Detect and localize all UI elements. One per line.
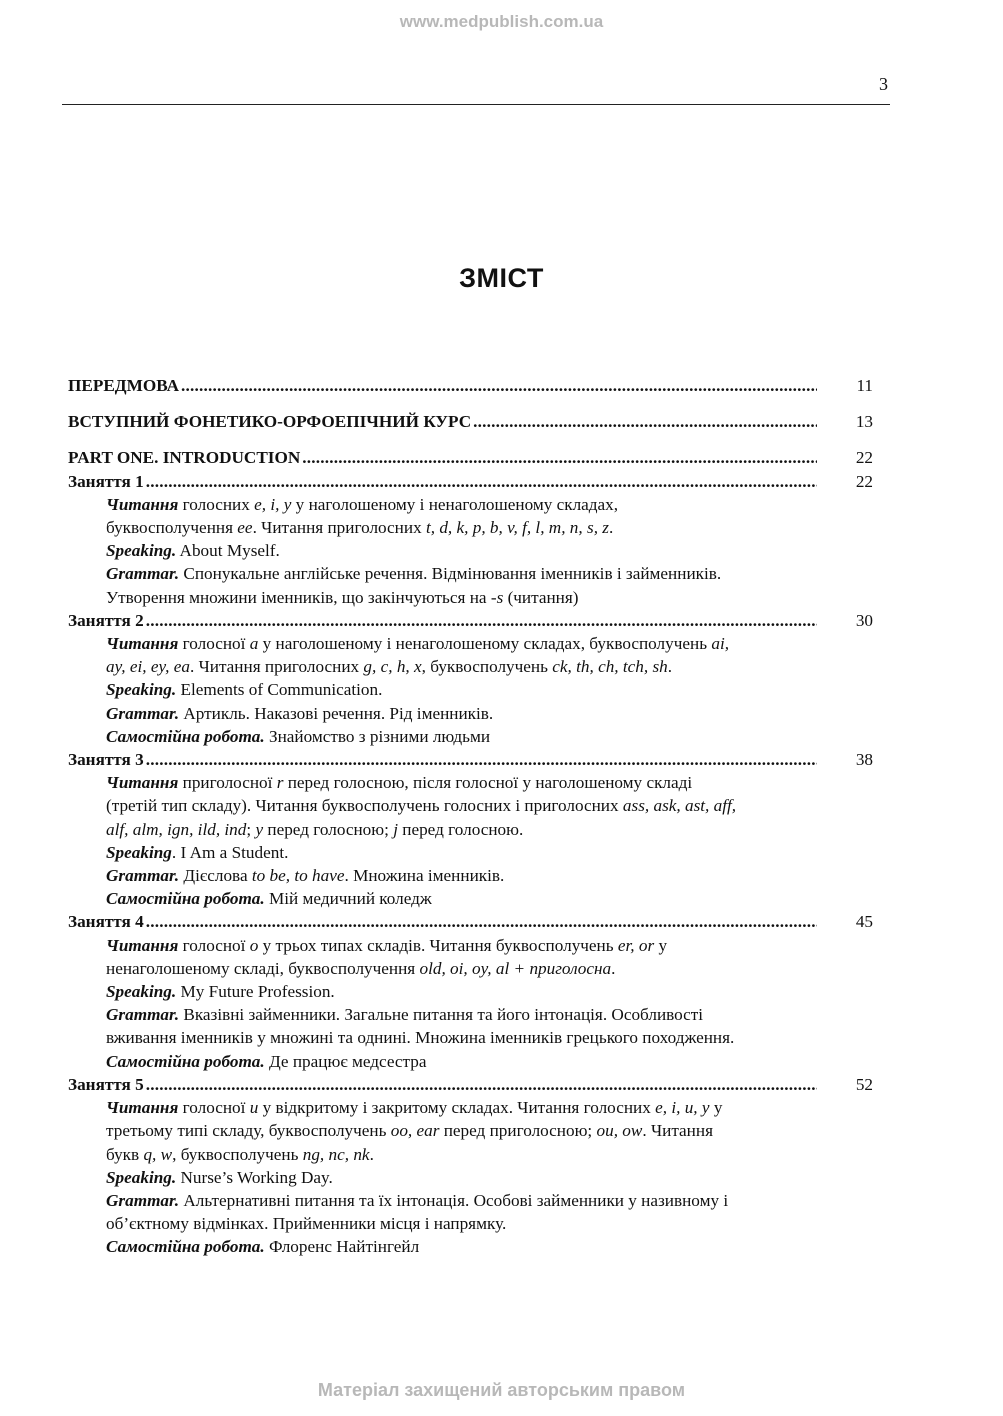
topic-heading: Grammar. [106,703,180,723]
topic-line [106,1119,833,1142]
lessons-list [68,470,873,1259]
lesson-topics [68,934,873,1073]
topic-text: . Читання приголосних [190,657,364,677]
topic-text: Elements of Communication. [176,680,383,700]
topic-heading: Самостійна робота. [106,1237,265,1257]
toc-entry-page: 45 [855,912,873,932]
topic-line [106,771,833,794]
topic-heading: Самостійна робота. [106,726,265,746]
topic-text: у трьох типах складів. Читання буквосполучень [258,935,618,955]
topic-heading: Grammar. [106,1005,180,1025]
topic-line [106,818,833,841]
toc-entry-label: ПЕРЕДМОВА [68,376,180,395]
topic-heading: Speaking. [106,680,177,700]
toc-entry-page: 52 [855,1074,873,1094]
topic-line [106,655,833,678]
dot-leader [302,446,817,469]
topic-text: у [654,935,668,955]
toc-entry-label: Заняття 2 [68,610,144,630]
topic-text: . [611,958,616,978]
topic-heading: Читання [106,494,179,514]
watermark-bottom: Матеріал захищений авторським правом [317,1380,686,1400]
topic-text: у [709,1098,723,1118]
topic-text: у наголошеному і ненаголошеному складах, буквосполучень [258,634,712,654]
toc-entry-label: Заняття 4 [68,912,144,932]
topic-italic: to be, to have [251,866,345,886]
lesson-topics [68,1096,873,1258]
topic-italic: a [249,634,259,654]
topic-text: Артикль. Наказові речення. Рід іменників. [179,703,494,723]
lesson-topics [68,632,873,748]
topic-text: (читання) [503,587,579,607]
topic-heading: Speaking. [106,1167,177,1187]
topic-italic: ck, th, ch, tch, sh [552,657,668,677]
topic-italic: q, w [143,1144,173,1164]
topic-line [106,794,833,817]
topic-text: . [369,1144,374,1164]
topic-italic: ee [237,518,253,538]
topic-text: перед голосною, після голосної у наголошеному складі [283,773,693,793]
topic-italic: e, i, u, y [655,1098,710,1118]
topic-heading: Самостійна робота. [106,1051,265,1071]
toc-entry-page: 38 [855,750,873,770]
toc-entry-intro-course[interactable] [68,410,873,433]
topic-line [106,1143,833,1166]
topic-heading: Grammar. [106,1190,180,1210]
lesson-topics [68,771,873,910]
topic-line [106,1026,833,1049]
dot-leader [146,609,817,632]
topic-text: ненаголошеному складі, буквосполучення [106,958,420,978]
toc-entry-preface[interactable] [68,374,873,397]
toc-entry-lesson-4[interactable] [68,910,873,933]
topic-text: об’єктному відмінках. Прийменники місця і напрямку. [106,1214,507,1234]
topic-italic: ay, ei, ey, ea [106,657,190,677]
toc-entry-label: PART ONE. INTRODUCTION [68,448,301,468]
topic-italic: ai, [711,634,730,654]
topic-text: голосних [178,494,255,514]
topic-text: вживання іменників у множині та однині. Множина іменників грецького походження. [106,1028,735,1048]
topic-text: Альтернативні питання та їх інтонація. Особові займенники у називному і [179,1190,729,1210]
topic-line [106,725,833,748]
topic-line [106,1235,833,1258]
topic-italic: e, i, y [254,494,292,514]
toc-entry-page: 13 [855,412,873,432]
topic-italic: ou, ow [596,1121,643,1141]
topic-text: . [667,657,673,677]
dot-leader [146,470,817,493]
topic-text: Де працює медсестра [264,1051,427,1071]
topic-text: голосної [178,634,250,654]
topic-text: у відкритому і закритому складах. Читання голосних [258,1098,656,1118]
topic-italic: ng, nc, nk [302,1144,370,1164]
topic-line [106,632,833,655]
table-of-contents [68,374,873,1259]
topic-heading: Читання [106,935,179,955]
topic-text: перед приголосною; [439,1121,597,1141]
topic-italic: ass, ask, ast, aff, [622,796,737,816]
header-rule [62,104,890,105]
toc-entry-lesson-5[interactable] [68,1073,873,1096]
topic-line [106,1050,833,1073]
toc-entry-label: ВСТУПНИЙ ФОНЕТИКО-ОРФОЕПІЧНИЙ КУРС [68,412,472,432]
topic-italic: y [255,819,264,839]
topic-text: приголосної [178,773,277,793]
topic-line [106,1166,833,1189]
dot-leader [181,374,817,397]
topic-line [106,887,833,910]
toc-entry-label: Заняття 3 [68,750,144,770]
toc-entry-label: Заняття 1 [68,471,144,491]
topic-text: About Myself. [176,541,280,561]
toc-entry-page: 11 [856,376,873,395]
topic-text: Флоренс Найтінгейл [264,1237,420,1257]
topic-text: голосної [178,935,250,955]
topic-italic: old, oi, oy, al + приголосна [419,958,612,978]
toc-entry-part-one[interactable] [68,446,873,469]
page-title: ЗМІСТ [459,263,544,293]
topic-line [106,864,833,887]
topic-line [106,957,833,980]
topic-text: Мій медичний коледж [264,889,432,909]
topic-text: перед голосною; [263,819,394,839]
toc-entry-page: 22 [855,448,873,468]
topic-text: Вказівні займенники. Загальне питання та його інтонація. Особливості [179,1005,704,1025]
topic-text: . Читання [642,1121,713,1141]
topic-text: Знайомство з різними людьми [264,726,491,746]
topic-text: , буквосполучень [172,1144,303,1164]
topic-italic: j [393,819,398,839]
topic-heading: Speaking. [106,982,177,1002]
topic-line [106,934,833,957]
topic-text: буквосполучення [106,518,238,538]
topic-text: (третій тип складу). Читання буквосполучень голосних і приголосних [106,796,623,816]
topic-line [106,980,833,1003]
lesson-topics [68,493,873,609]
toc-entry-page: 30 [855,610,873,630]
topic-italic: oo, ear [390,1121,440,1141]
topic-text: голосної [178,1098,250,1118]
topic-text: Nurse’s Working Day. [176,1167,333,1187]
topic-heading: Grammar. [106,564,180,584]
topic-text: . I Am a Student. [171,842,289,862]
topic-italic: t, d, k, p, b, v, f, l, m, n, s, z [425,518,609,538]
dot-leader [146,1073,817,1096]
topic-line [106,678,833,701]
toc-entry-lesson-3[interactable] [68,748,873,771]
topic-line [106,841,833,864]
topic-line [106,1189,833,1212]
dot-leader [146,748,817,771]
topic-text: перед голосною. [397,819,524,839]
topic-italic: g, c, h, x [363,657,422,677]
toc-entry-lesson-2[interactable] [68,609,873,632]
topic-text: Дієслова [179,866,252,886]
topic-line [106,539,833,562]
topic-line [106,586,833,609]
topic-text: у наголошеному і ненаголошеному складах, [291,494,619,514]
topic-heading: Читання [106,773,179,793]
topic-line [106,493,833,516]
topic-text: Спонукальне англійське речення. Відмінювання іменників і займенників. [179,564,722,584]
topic-line [106,1212,833,1235]
topic-italic: r [276,773,284,793]
topic-line [106,562,833,585]
toc-entry-page: 22 [855,471,873,491]
topic-text: букв [106,1144,144,1164]
topic-heading: Speaking [106,842,172,862]
toc-entry-label: Заняття 5 [68,1074,144,1094]
topic-text: третьому типі складу, буквосполучень [106,1121,391,1141]
topic-italic: o [249,935,259,955]
topic-line [106,516,833,539]
topic-text: . Множина іменників. [344,866,505,886]
topic-heading: Grammar. [106,866,180,886]
page-number: 3 [879,74,888,94]
topic-heading: Самостійна робота. [106,889,265,909]
toc-entry-lesson-1[interactable] [68,470,873,493]
topic-text: My Future Profession. [176,982,335,1002]
topic-text: ; [246,819,256,839]
topic-italic: alf, alm, ign, ild, ind [106,819,247,839]
topic-text: . [608,518,614,538]
topic-italic: u [249,1098,259,1118]
topic-line [106,1096,833,1119]
topic-line [106,1003,833,1026]
topic-italic: er, or [617,935,655,955]
topic-line [106,702,833,725]
topic-text: . Читання приголосних [252,518,426,538]
watermark-top: www.medpublish.com.ua [399,12,604,31]
dot-leader [473,410,817,433]
topic-heading: Читання [106,1098,179,1118]
dot-leader [146,910,817,933]
topic-text: Утворення множини іменників, що закінчуються на [106,587,491,607]
topic-text: , буквосполучень [421,657,553,677]
topic-italic: -s [490,587,504,607]
topic-heading: Читання [106,634,179,654]
topic-heading: Speaking. [106,541,177,561]
